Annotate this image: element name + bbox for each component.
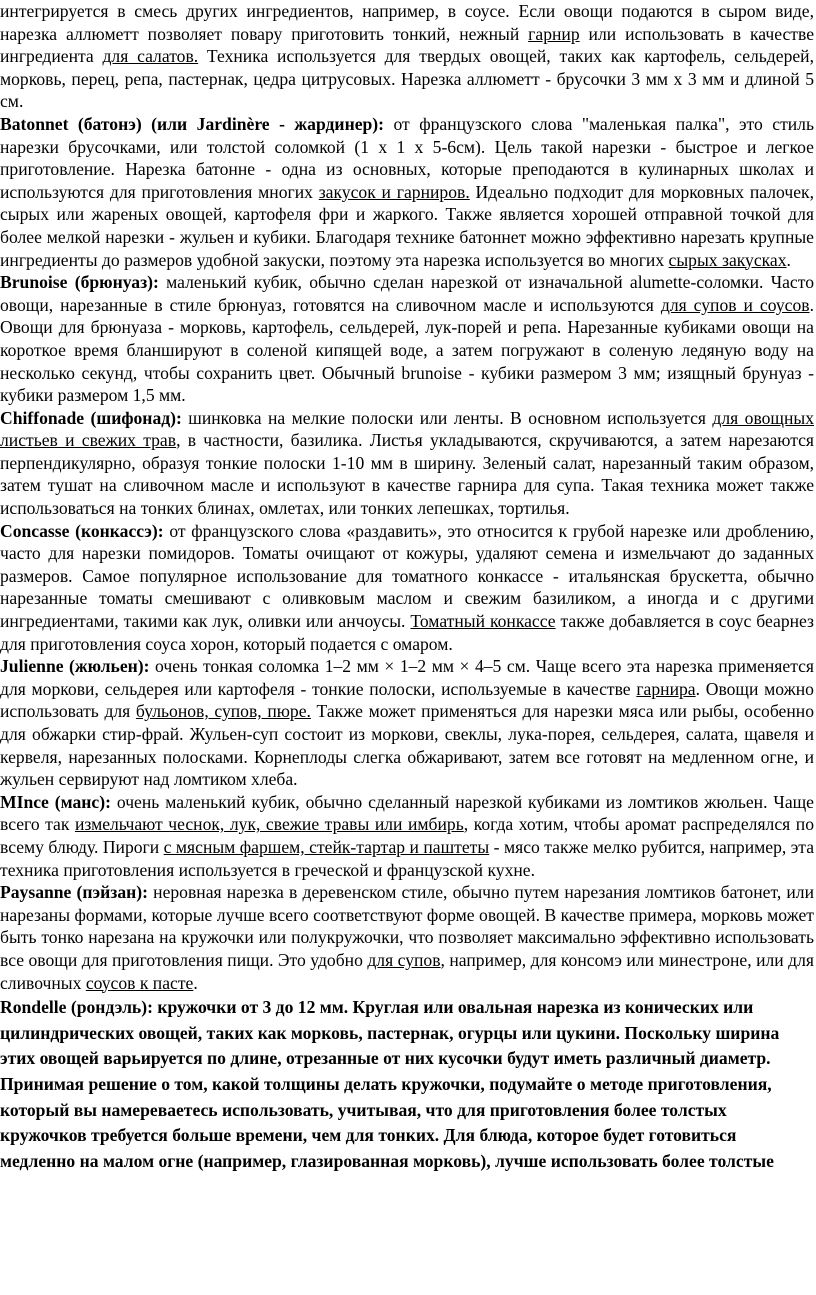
underlined-phrase: соусов к пасте xyxy=(85,972,194,993)
term-heading: Brunoise (брюнуаз): xyxy=(0,272,159,293)
term-heading: Batonnet (батонэ) (или Jardinère - жардинер): xyxy=(0,113,385,134)
paragraph-brunoise xyxy=(0,271,814,407)
paragraph-paysanne xyxy=(0,881,814,994)
text-run: . xyxy=(786,249,791,270)
term-heading: Chiffonade (шифонад): xyxy=(0,407,182,428)
text-run: или использовать в качестве ингредиента xyxy=(0,23,815,67)
underlined-phrase: бульонов, супов, пюре. xyxy=(135,701,311,722)
paragraph-mince xyxy=(0,791,814,881)
term-heading: Paysanne (пэйзан): xyxy=(0,882,148,903)
paragraph-rondelle xyxy=(0,995,814,1174)
text-run: очень маленький кубик, обычно сделанный нарезкой кубиками из ломтиков жюльен. Чаще всего так xyxy=(0,791,814,835)
text-run: . xyxy=(193,972,198,993)
underlined-phrase: для супов и соусов xyxy=(660,294,810,315)
text-run: Также может применяться для нарезки мяса или рыбы, особенно для обжарки стир-фрай. Жульен-суп состоит из моркови, свеклы, лука-порея, сельдерея, салата, щавеля и кервеля, нарезанных полосками. Корнеплоды слегка обжаривают, затем все готовят на медленном огне, и жульен сервируют над ломтиком хлеба. xyxy=(0,701,814,790)
underlined-phrase: гарнир xyxy=(528,23,580,44)
text-run: маленький кубик, обычно сделан нарезкой от изначальной alumette-соломки. Часто овощи, нарезанные в стиле брюнуаз, готовятся на сливочном масле и используются xyxy=(0,272,814,315)
paragraph-batonnet xyxy=(0,113,814,271)
term-heading: Julienne (жюльен): xyxy=(0,656,150,677)
text-run: , например, для консомэ или минестроне, или для сливочных xyxy=(0,949,814,993)
text-run: неровная нарезка в деревенском стиле, обычно путем нарезания ломтиков батонет, или нарезаны формами, которые лучше всего соответствуют форме овощей. В качестве примера, морковь может быть тонко нарезана на кружочки или полукружочки, что позволяет максимально эффективно использовать все овощи для приготовления пищи. Это удобно xyxy=(0,882,814,970)
text-run: от французского слова "маленькая палка", это стиль нарезки брусочками, или толстой соломкой (1 х 1 х 5-6см). Цель такой нарезки - быстрое и легкое приготовление. Нарезка батонне - одна из основных, которые преподаются в кулинарных школах и используются для приготовления многих xyxy=(0,113,814,202)
term-heading: MInce (манс): xyxy=(0,791,111,812)
text-run: кружочки от 3 до 12 мм. Круглая или овальная нарезка из конических или цилиндрических овощей, таких как морковь, пастернак, огурцы или цукини. Поскольку ширина этих овощей варьируется по длине, отрезанные от них кусочки будут иметь различный диаметр. Принимая решение о том, какой толщины делать кружочки, подумайте о методе приготовления, который вы намереваетесь использовать, учитывая, что для приготовления более толстых кружочков требуется больше времени, чем для тонких. Для блюда, которое будет готовиться медленно на малом огне (например, глазированная морковь), лучше использовать более толстые xyxy=(0,997,780,1171)
underlined-phrase: сырых закусках xyxy=(668,249,787,270)
underlined-phrase: Томатный конкассе xyxy=(410,611,556,632)
underlined-phrase: с мясным фаршем, стейк-тартар и паштеты xyxy=(163,836,490,857)
text-run: от французского слова «раздавить», это относится к грубой нарезке или дроблению, часто для нарезки помидоров. Томаты очищают от кожуры, удаляют семена и измельчают до заданных размеров. Самое популярное использование для томатного конкассе - итальянская брускетта, обычно нарезанные томаты смешивают с оливковым маслом и свежим базиликом, а иногда и с другими ингредиентами, такими как лук, оливки или анчоусы. xyxy=(0,520,814,632)
paragraph-chiffonade xyxy=(0,407,814,520)
underlined-phrase: закусок и гарниров. xyxy=(318,181,470,202)
paragraph-julienne xyxy=(0,655,814,791)
underlined-phrase: для салатов. xyxy=(102,46,199,67)
underlined-phrase: измельчают чеснок, лук, свежие травы или имбирь xyxy=(74,814,464,835)
text-run: , когда хотим, чтобы аромат распределялся по всему блюду. Пироги xyxy=(0,814,814,857)
text-run: - мясо также мелко рубится, например, эта техника приготовления используется в греческой и французской кухне. xyxy=(0,836,815,880)
text-run: Идеально подходит для морковных палочек, сырых или жареных овощей, картофеля фри и жаркого. Также является хорошей отправной точкой для более мелкой нарезки - жульен и кубики. Благодаря технике батоннет можно эффективно нарезать крупные ингредиенты до размеров удобной закуски, поэтому эта нарезка используется во многих xyxy=(0,181,814,270)
text-run: . Овощи для брюнуаза - морковь, картофель, сельдерей, лук-порей и репа. Нарезанные кубиками овощи на короткое время бланшируют в соленой кипящей воде, а затем погружают в соленую ледяную воду на несколько секунд, чтобы сохранить цвет. Обычный brunoise - кубики размером 3 мм; изящный брунуаз - кубики размером 1,5 мм. xyxy=(0,294,814,406)
underlined-phrase: для овощных листьев и свежих трав xyxy=(0,407,815,451)
paragraph-intro xyxy=(0,0,814,113)
paragraph-concasse xyxy=(0,520,814,656)
term-heading: Concasse (конкассэ): xyxy=(0,520,164,541)
underlined-phrase: для супов xyxy=(367,949,441,970)
text-run: , в частности, базилика. Листья укладываются, скручиваются, а затем нарезаются перпендикулярно, образуя тонкие полоски 1-10 мм в ширину. Зеленый салат, нарезанный таким образом, затем тушат на сливочном масле и используют в качестве гарнира для супа. Такая техника может также использоваться на тонких блинах, омлетах, или тонких лепешках, тортилья. xyxy=(0,430,814,519)
text-run: также добавляется в соус беарнез для приготовления соуса хорон, который подается с омаром. xyxy=(0,611,815,654)
text-run: интегрируется в смесь других ингредиентов, например, в соусе. Если овощи подаются в сыром виде, нарезка аллюметт позволяет повару приготовить тонкий, нежный xyxy=(0,1,814,44)
text-run: очень тонкая соломка 1–2 мм × 1–2 мм × 4–5 см. Чаще всего эта нарезка применяется для моркови, сельдерея или картофеля - тонкие полоски, используемые в качестве xyxy=(0,656,815,699)
term-heading: Rondelle (рондэль): xyxy=(0,997,153,1018)
text-run: Техника используется для твердых овощей, таких как картофель, сельдерей, морковь, перец, репа, пастернак, цедра цитрусовых. Нарезка аллюметт - брусочки 3 мм х 3 мм и длиной 5 см. xyxy=(0,46,814,112)
text-run: шинковка на мелкие полоски или ленты. В основном используется xyxy=(181,407,713,428)
underlined-phrase: гарнира xyxy=(636,678,696,699)
text-run: . Овощи можно использовать для xyxy=(0,678,814,722)
